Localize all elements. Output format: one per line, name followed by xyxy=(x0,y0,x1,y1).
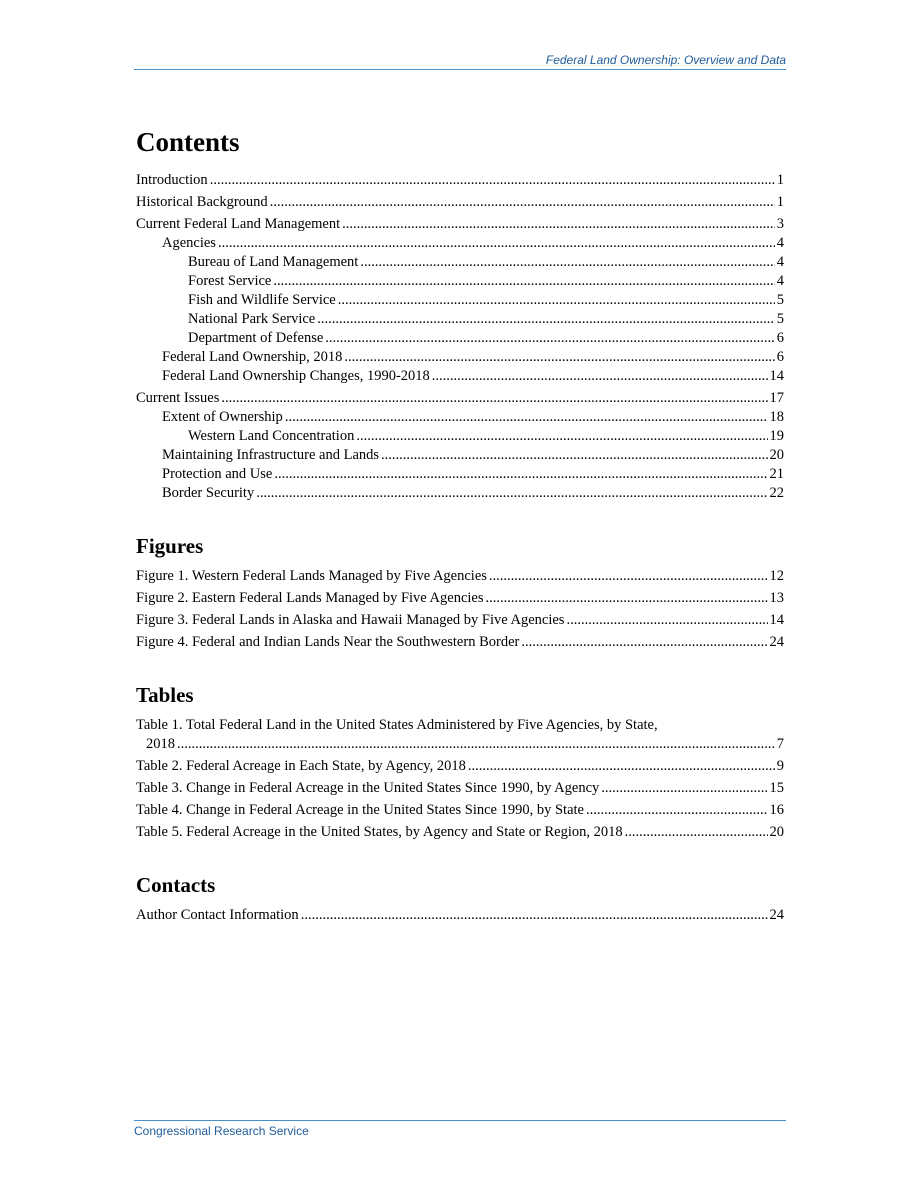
toc-page-number: 22 xyxy=(769,485,784,501)
toc-entry-title: Table 3. Change in Federal Acreage in the United States Since 1990, by Agency xyxy=(136,780,600,796)
toc-leader-dots xyxy=(360,253,774,272)
toc-leader-dots xyxy=(301,906,768,925)
toc-page-number: 18 xyxy=(769,409,784,425)
toc-page-number: 17 xyxy=(769,390,784,406)
toc-leader-dots xyxy=(566,611,767,630)
toc-leader-dots xyxy=(210,171,775,190)
toc-page-number: 4 xyxy=(776,254,784,270)
tables-heading: Tables xyxy=(136,683,194,707)
tables-section xyxy=(136,682,784,842)
toc-entry-title: Figure 1. Western Federal Lands Managed by Five Agencies xyxy=(136,568,487,584)
toc-entry-title: Figure 2. Eastern Federal Lands Managed by Five Agencies xyxy=(136,590,484,606)
toc-page-number: 24 xyxy=(769,634,784,650)
toc-leader-dots xyxy=(356,427,767,446)
toc-entry[interactable] xyxy=(136,779,784,798)
toc-leader-dots xyxy=(432,367,768,386)
toc-page-number: 14 xyxy=(769,612,784,628)
contacts-heading: Contacts xyxy=(136,873,216,897)
toc-page-number: 6 xyxy=(776,330,784,346)
contents-list xyxy=(136,171,784,503)
toc-entry[interactable] xyxy=(136,589,784,608)
toc-entry-title: Current Federal Land Management xyxy=(136,216,341,232)
toc-entry[interactable] xyxy=(136,234,784,253)
toc-page-number: 15 xyxy=(769,780,784,796)
toc-page-number: 1 xyxy=(776,194,784,210)
toc-leader-dots xyxy=(625,823,768,842)
running-footer xyxy=(134,1120,786,1138)
toc-entry-title: Current Issues xyxy=(136,390,220,406)
toc-entry[interactable] xyxy=(136,367,784,386)
toc-leader-dots xyxy=(601,779,767,798)
toc-entry-title: Bureau of Land Management xyxy=(188,254,359,270)
figures-list xyxy=(136,567,784,652)
toc-entry[interactable] xyxy=(136,329,784,348)
toc-page-number: 5 xyxy=(776,311,784,327)
toc-entry-title: Figure 4. Federal and Indian Lands Near the Southwestern Border xyxy=(136,634,520,650)
toc-entry[interactable] xyxy=(136,757,784,776)
toc-content xyxy=(136,126,784,955)
toc-entry-title: Historical Background xyxy=(136,194,268,210)
toc-entry-title: Author Contact Information xyxy=(136,907,299,923)
toc-entry[interactable] xyxy=(136,484,784,503)
toc-entry[interactable] xyxy=(136,446,784,465)
contents-section xyxy=(136,126,784,503)
toc-entry[interactable] xyxy=(136,253,784,272)
toc-entry-title: Figure 3. Federal Lands in Alaska and Hawaii Managed by Five Agencies xyxy=(136,612,565,628)
toc-entry[interactable] xyxy=(136,193,784,212)
toc-entry-title: Federal Land Ownership Changes, 1990-2018 xyxy=(162,368,430,384)
toc-entry-title: Extent of Ownership xyxy=(162,409,283,425)
toc-leader-dots xyxy=(270,193,775,212)
toc-page-number: 3 xyxy=(776,216,784,232)
toc-entry[interactable] xyxy=(136,633,784,652)
toc-entry[interactable] xyxy=(136,389,784,408)
toc-leader-dots xyxy=(325,329,774,348)
contacts-section xyxy=(136,872,784,925)
toc-leader-dots xyxy=(221,389,767,408)
toc-entry[interactable] xyxy=(136,465,784,484)
toc-entry[interactable] xyxy=(136,171,784,190)
running-header xyxy=(134,53,786,70)
contents-heading: Contents xyxy=(136,127,240,157)
toc-entry[interactable] xyxy=(136,611,784,630)
toc-entry-title: National Park Service xyxy=(188,311,316,327)
toc-leader-dots xyxy=(381,446,767,465)
toc-page-number: 12 xyxy=(769,568,784,584)
toc-page-number: 4 xyxy=(776,235,784,251)
toc-leader-dots xyxy=(342,215,775,234)
toc-entry[interactable] xyxy=(136,906,784,925)
toc-entry-title: Protection and Use xyxy=(162,466,273,482)
toc-leader-dots xyxy=(273,272,774,291)
publisher-name: Congressional Research Service xyxy=(134,1124,309,1138)
toc-entry[interactable] xyxy=(136,801,784,820)
toc-leader-dots xyxy=(218,234,775,253)
toc-leader-dots xyxy=(489,567,768,586)
toc-page-number: 14 xyxy=(769,368,784,384)
toc-entry-title: Fish and Wildlife Service xyxy=(188,292,336,308)
figures-section xyxy=(136,533,784,652)
toc-leader-dots xyxy=(486,589,768,608)
toc-leader-dots xyxy=(177,735,775,754)
toc-entry[interactable] xyxy=(136,348,784,367)
toc-leader-dots xyxy=(338,291,775,310)
toc-entry-title: Federal Land Ownership, 2018 xyxy=(162,349,343,365)
toc-entry[interactable] xyxy=(136,823,784,842)
toc-page-number: 19 xyxy=(769,428,784,444)
toc-entry-title: Western Land Concentration xyxy=(188,428,355,444)
toc-entry[interactable] xyxy=(136,310,784,329)
toc-page-number: 16 xyxy=(769,802,784,818)
figures-heading: Figures xyxy=(136,534,204,558)
toc-leader-dots xyxy=(256,484,767,503)
toc-leader-dots xyxy=(586,801,768,820)
tables-list xyxy=(136,716,784,842)
toc-entry-title-cont: 2018 xyxy=(146,736,175,752)
toc-entry-title: Table 4. Change in Federal Acreage in the United States Since 1990, by State xyxy=(136,802,584,818)
toc-entry-title: Forest Service xyxy=(188,273,272,289)
toc-page-number: 24 xyxy=(769,907,784,923)
toc-entry-title: Agencies xyxy=(162,235,216,251)
toc-leader-dots xyxy=(285,408,768,427)
toc-entry[interactable] xyxy=(136,408,784,427)
toc-page-number: 13 xyxy=(769,590,784,606)
toc-leader-dots xyxy=(344,348,774,367)
toc-leader-dots xyxy=(317,310,775,329)
toc-entry[interactable] xyxy=(136,427,784,446)
toc-page-number: 4 xyxy=(776,273,784,289)
toc-entry-title: Introduction xyxy=(136,172,208,188)
toc-entry-title: Table 5. Federal Acreage in the United States, by Agency and State or Region, 2018 xyxy=(136,824,623,840)
toc-page-number: 1 xyxy=(776,172,784,188)
toc-page-number: 5 xyxy=(776,292,784,308)
contacts-list xyxy=(136,906,784,925)
toc-leader-dots xyxy=(468,757,775,776)
toc-page-number: 20 xyxy=(769,824,784,840)
toc-page-number: 7 xyxy=(776,736,784,752)
toc-entry-title: Department of Defense xyxy=(188,330,324,346)
toc-entry-title: Border Security xyxy=(162,485,255,501)
toc-page-number: 21 xyxy=(769,466,784,482)
toc-page-number: 9 xyxy=(776,758,784,774)
toc-entry[interactable] xyxy=(136,567,784,586)
toc-entry[interactable] xyxy=(136,716,784,754)
toc-leader-dots xyxy=(274,465,767,484)
toc-entry-title: Table 2. Federal Acreage in Each State, by Agency, 2018 xyxy=(136,758,466,774)
toc-entry[interactable] xyxy=(136,272,784,291)
toc-leader-dots xyxy=(521,633,767,652)
toc-entry-title: Table 1. Total Federal Land in the United States Administered by Five Agencies, by State, xyxy=(136,717,658,733)
toc-entry-title: Maintaining Infrastructure and Lands xyxy=(162,447,380,463)
toc-entry[interactable] xyxy=(136,291,784,310)
toc-page-number: 20 xyxy=(769,447,784,463)
toc-entry[interactable] xyxy=(136,215,784,234)
report-title: Federal Land Ownership: Overview and Data xyxy=(545,53,786,67)
toc-entry-continuation xyxy=(136,735,784,754)
toc-page-number: 6 xyxy=(776,349,784,365)
